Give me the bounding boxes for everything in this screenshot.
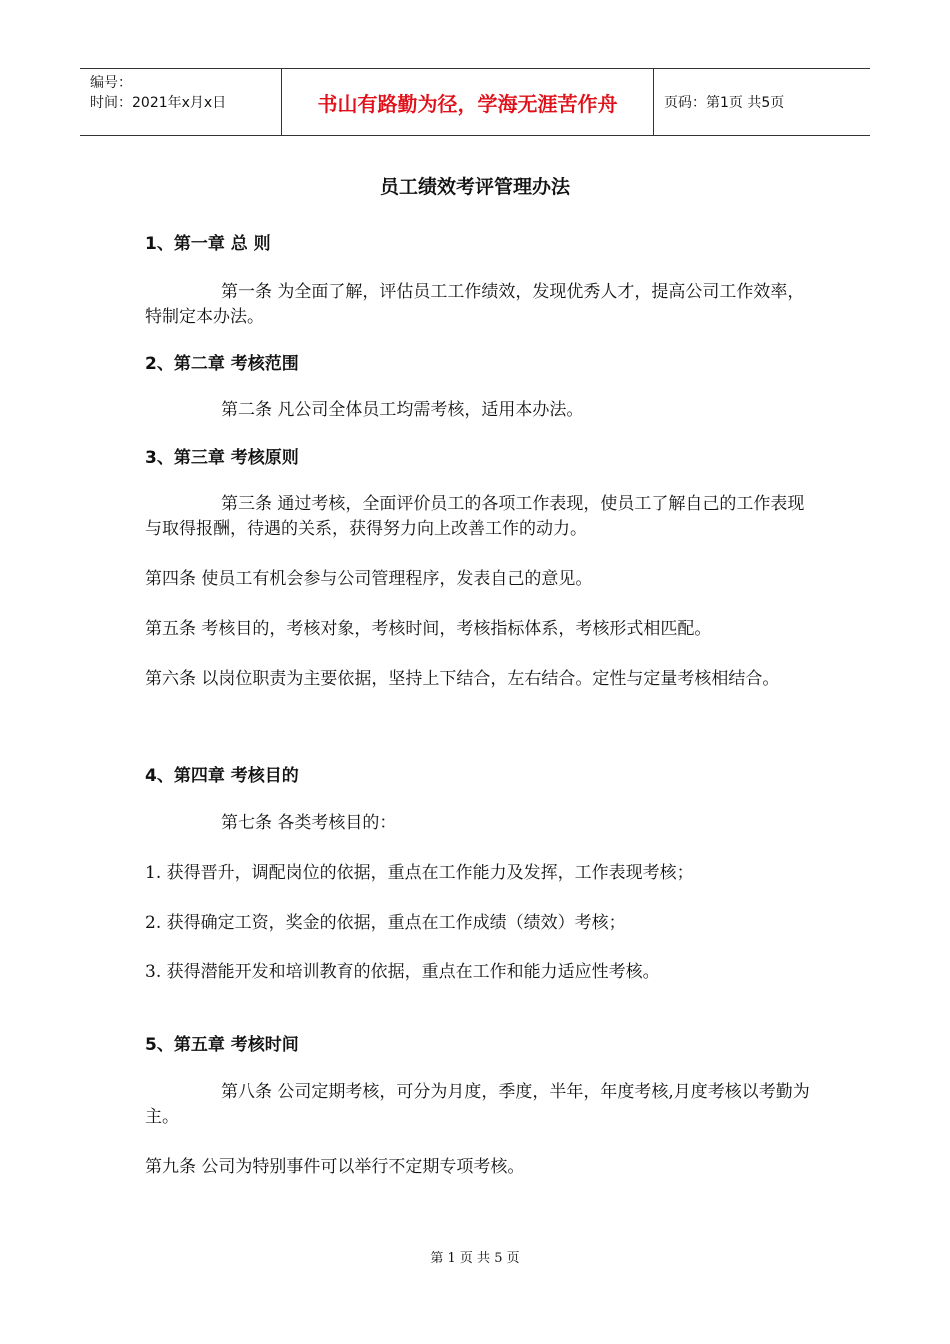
document-header bbox=[80, 68, 870, 136]
chapter-2-heading: 2、第二章 考核范围 bbox=[145, 354, 299, 374]
header-page-info: 页码：第1页 共5页 bbox=[664, 95, 785, 111]
article-5: 第五条 考核目的，考核对象，考核时间，考核指标体系，考核形式相匹配。 bbox=[145, 619, 712, 639]
article-4: 第四条 使员工有机会参与公司管理程序，发表自己的意见。 bbox=[145, 569, 593, 589]
article-9: 第九条 公司为特别事件可以举行不定期专项考核。 bbox=[145, 1157, 525, 1177]
chapter-3-heading: 3、第三章 考核原则 bbox=[145, 448, 299, 468]
list-item-2: 2. 获得确定工资，奖金的依据，重点在工作成绩（绩效）考核； bbox=[145, 913, 626, 933]
chapter-4-heading: 4、第四章 考核目的 bbox=[145, 766, 299, 786]
chapter-1-heading: 1、第一章 总 则 bbox=[145, 234, 271, 254]
article-6: 第六条 以岗位职责为主要依据，坚持上下结合，左右结合。定性与定量考核相结合。 bbox=[145, 669, 780, 689]
article-8: 第八条 公司定期考核，可分为月度，季度，半年，年度考核,月度考核以考勤为主。 bbox=[145, 1082, 810, 1127]
list-item-1: 1. 获得晋升，调配岗位的依据，重点在工作能力及发挥，工作表现考核； bbox=[145, 863, 694, 883]
article-1: 第一条 为全面了解，评估员工工作绩效，发现优秀人才，提高公司工作效率，特制定本办法。 bbox=[145, 282, 805, 327]
document-title: 员工绩效考评管理办法 bbox=[379, 176, 570, 198]
header-motto: 书山有路勤为径，学海无涯苦作舟 bbox=[281, 69, 654, 135]
chapter-5-heading: 5、第五章 考核时间 bbox=[145, 1035, 299, 1055]
article-3: 第三条 通过考核，全面评价员工的各项工作表现，使员工了解自己的工作表现与取得报酬，待遇的关系，获得努力向上改善工作的动力。 bbox=[145, 494, 805, 539]
article-7: 第七条 各类考核目的： bbox=[221, 813, 397, 833]
header-meta bbox=[80, 69, 281, 135]
date-label: 时间：2021年x月x日 bbox=[90, 95, 227, 111]
list-item-3: 3. 获得潜能开发和培训教育的依据，重点在工作和能力适应性考核。 bbox=[145, 962, 660, 982]
number-label: 编号： bbox=[90, 75, 132, 91]
page-footer: 第 1 页 共 5 页 bbox=[430, 1251, 520, 1266]
article-2: 第二条 凡公司全体员工均需考核，适用本办法。 bbox=[221, 400, 584, 420]
